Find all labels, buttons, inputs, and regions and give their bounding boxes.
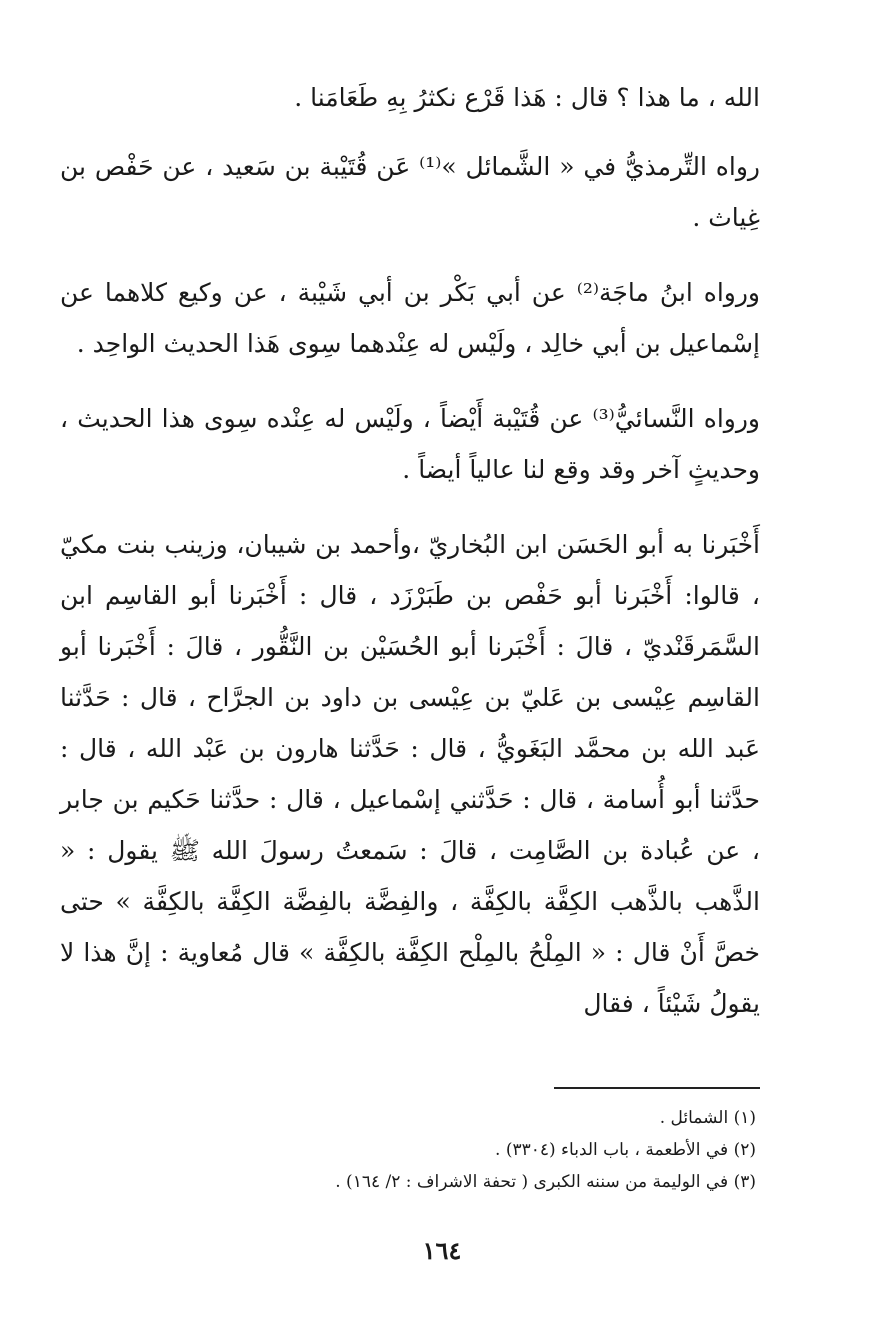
paragraph-5: أَخْبَرنا به أبو الحَسَن ابن البُخاريّ ،وأحمد بن شيبان، وزينب بنت مكيّ ، قالوا: أَخْبَرنا أبو حَفْص بن طَبَرْزَد ، قال : أَخْبَرنا أبو القاسِم ابن السَّمَرقَنْديّ ، قالَ : أَخْبَرنا أبو الحُسَيْن بن النَّقُّور ، قالَ : أَخْبَرنا أبو القاسِم عِيْسى بن عَليّ بن عِيْسى بن داود بن الجرَّاح ، قال : حَدَّثنا عَبد الله بن محمَّد البَغَويُّ ، قال : حَدَّثنا هارون بن عَبْد الله ، قال : حدَّثنا أبو أُسامة ، قال : حَدَّثني إسْماعيل ، قال : حدَّثنا حَكيم بن جابر ، عن عُبادة بن الصَّامِت ، قالَ : سَمعتُ رسولَ الله ﷺ يقول : « الذَّهب بالذَّهب الكِفَّة بالكِفَّة ، والفِضَّة بالفِضَّة الكِفَّة بالكِفَّة » حتى خصَّ أَنْ قال : « المِلْحُ بالمِلْح الكِفَّة بالكِفَّة » قال مُعاوية : إنَّ هذا لا يقولُ شَيْئاً ، فقال <box>60 530 760 1018</box>
footnote-3: (٣) في الوليمة من سننه الكبرى ( تحفة الاشراف : ٢/ ١٦٤) . <box>335 1172 756 1192</box>
page-body <box>60 72 760 1029</box>
footnote-2: (٢) في الأطعمة ، باب الدباء (٣٣٠٤) . <box>495 1140 756 1160</box>
page-number: ١٦٤ <box>422 1236 462 1265</box>
paragraph-4: ورواه النَّسائيُّ⁽³⁾ عن قُتَيْبة أَيْضاً ، ولَيْس له عِنْده سِوى هذا الحديث ، وحديثٍ آخر وقد وقع لنا عالياً أيضاً . <box>60 404 760 484</box>
footnotes <box>196 1102 756 1198</box>
paragraph-2: رواه التِّرمذيُّ في « الشَّمائل »⁽¹⁾ عَن قُتَيْبة بن سَعيد ، عن حَفْص بن غِياث . <box>60 152 760 232</box>
paragraph-3: ورواه ابنُ ماجَة⁽²⁾ عن أبي بَكْر بن أبي شَيْبة ، عن وكيع كلاهما عن إسْماعيل بن أبي خالِد ، ولَيْس له عِنْدهما سِوى هَذا الحديث الواحِد . <box>60 278 760 358</box>
footnote-divider <box>554 1087 760 1089</box>
paragraph-1: الله ، ما هذا ؟ قال : هَذا قَرْع نكثرُ بِهِ طَعَامَنا . <box>294 83 760 112</box>
footnote-1: (١) الشمائل . <box>659 1108 756 1128</box>
